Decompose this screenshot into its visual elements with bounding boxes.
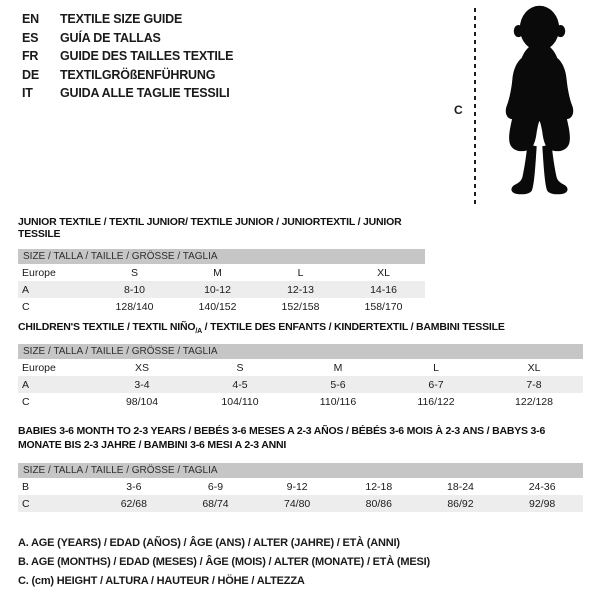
section-babies-textile (18, 424, 583, 512)
size-cell: M (213, 266, 222, 279)
language-row (22, 10, 233, 29)
language-code: EN (22, 12, 39, 26)
value-cell: 3-4 (93, 376, 191, 393)
value-cell: 6-7 (387, 376, 485, 393)
row-label-cell: C (22, 300, 30, 313)
value-cell: 12-18 (365, 480, 393, 493)
note-age-years: A. AGE (YEARS) / EDAD (AÑOS) / ÂGE (ANS) / ALTER (JAHRE) / ETÀ (ANNI) (18, 537, 400, 549)
guide-title: GUIDE DES TAILLES TEXTILE (60, 49, 234, 63)
language-code: DE (22, 67, 39, 82)
value-cell: 140/152 (198, 300, 237, 313)
size-header-label: SIZE / TALLA / TAILLE / GRÖSSE / TAGLIA (18, 344, 583, 359)
size-header-label: SIZE / TALLA / TAILLE / GRÖSSE / TAGLIA (18, 463, 583, 478)
language-code: FR (22, 49, 39, 63)
section-title-prefix: CHILDREN'S TEXTILE / TEXTIL NIÑO (18, 321, 196, 333)
value-cell: 8-10 (93, 281, 176, 298)
note-height-cm: C. (cm) HEIGHT / ALTURA / HAUTEUR / HÖHE / ALTEZZA (18, 575, 305, 587)
size-header-row (18, 249, 425, 264)
value-cell: 116/122 (417, 395, 455, 408)
row-label-cell: A (18, 376, 93, 393)
value-cell: 80/86 (338, 495, 420, 512)
value-cell: 18-24 (447, 480, 474, 493)
size-cell: L (297, 266, 304, 279)
row-label-cell: A (18, 281, 93, 298)
size-cell: XS (134, 361, 149, 374)
size-cell: M (333, 361, 343, 374)
value-cell: 152/158 (281, 300, 320, 313)
value-cell: 68/74 (175, 495, 257, 512)
table-row-age (18, 376, 583, 393)
value-cell: 110/116 (319, 395, 357, 408)
size-cell: S (130, 266, 138, 279)
height-measure-dashed-line (474, 8, 476, 206)
language-row (22, 29, 233, 48)
value-cell: 122/128 (515, 395, 553, 408)
row-label-cell: Europe (22, 361, 56, 374)
section-title: BABIES 3-6 MONTH TO 2-3 YEARS / BEBÉS 3-6 MESES A 2-3 AÑOS / BÉBÉS 3-6 MOIS À 2-3 ANS / BABYS 3-6 MONATE BIS 2-3 JAHRE / BAMBINI 3-6 MESI A 2-3 ANNI (18, 425, 546, 451)
height-measure-label: C (454, 103, 463, 117)
value-cell: 24-36 (528, 480, 556, 493)
value-cell: 12-13 (259, 281, 342, 298)
value-cell: 104/110 (221, 395, 259, 408)
junior-size-table (18, 249, 425, 315)
value-cell: 5-6 (289, 376, 387, 393)
language-row (22, 47, 233, 66)
children-size-table (18, 344, 583, 410)
language-title-list (22, 10, 233, 103)
value-cell: 4-5 (191, 376, 289, 393)
value-cell: 74/80 (256, 495, 338, 512)
section-children-textile (18, 321, 583, 410)
size-cell: XL (527, 361, 541, 374)
row-label-cell: Europe (22, 266, 56, 279)
value-cell: 6-9 (207, 480, 224, 493)
size-header-row (18, 344, 583, 359)
size-cell: L (433, 361, 439, 374)
table-row-height (18, 298, 425, 315)
table-row-age-months (18, 478, 583, 495)
language-code: ES (22, 30, 39, 45)
table-row-europe (18, 264, 425, 281)
size-cell: XL (377, 266, 390, 279)
value-cell: 86/92 (420, 495, 502, 512)
note-age-months: B. AGE (MONTHS) / EDAD (MESES) / ÂGE (MOIS) / ALTER (MONATE) / ETÀ (MESI) (18, 556, 430, 568)
value-cell: 7-8 (485, 376, 583, 393)
toddler-silhouette-image (491, 2, 588, 208)
babies-size-table (18, 463, 583, 512)
value-cell: 158/170 (364, 300, 403, 313)
row-label-cell: C (18, 495, 93, 512)
row-label-cell: B (22, 480, 30, 493)
section-junior-textile (18, 216, 425, 315)
section-title-suffix: / TEXTILE DES ENFANTS / KINDERTEXTIL / BAMBINI TESSILE (201, 321, 505, 333)
section-title: JUNIOR TEXTILE / TEXTIL JUNIOR/ TEXTILE JUNIOR / JUNIORTEXTIL / JUNIOR TESSILE (18, 216, 402, 240)
row-label-cell: C (22, 395, 30, 408)
language-row (22, 66, 233, 85)
value-cell: 92/98 (501, 495, 583, 512)
size-header-label: SIZE / TALLA / TAILLE / GRÖSSE / TAGLIA (18, 249, 425, 264)
value-cell: 10-12 (176, 281, 259, 298)
size-cell: S (236, 361, 244, 374)
table-row-age (18, 281, 425, 298)
table-row-europe (18, 359, 583, 376)
section-title (18, 321, 583, 335)
section-title-subscript: /A (195, 328, 202, 336)
value-cell: 14-16 (342, 281, 425, 298)
size-header-row (18, 463, 583, 478)
value-cell: 98/104 (125, 395, 159, 408)
guide-title: GUIDA ALLE TAGLIE TESSILI (60, 86, 230, 100)
value-cell: 62/68 (93, 495, 175, 512)
language-row (22, 84, 233, 103)
value-cell: 128/140 (115, 300, 154, 313)
table-row-height (18, 495, 583, 512)
value-cell: 9-12 (286, 480, 308, 493)
value-cell: 3-6 (126, 480, 142, 493)
language-code: IT (22, 86, 33, 100)
legend-notes (18, 534, 430, 591)
guide-title: TEXTILE SIZE GUIDE (60, 12, 183, 26)
guide-title: TEXTILGRÖßENFÜHRUNG (60, 67, 216, 82)
guide-title: GUÍA DE TALLAS (60, 30, 161, 45)
table-row-height (18, 393, 583, 410)
